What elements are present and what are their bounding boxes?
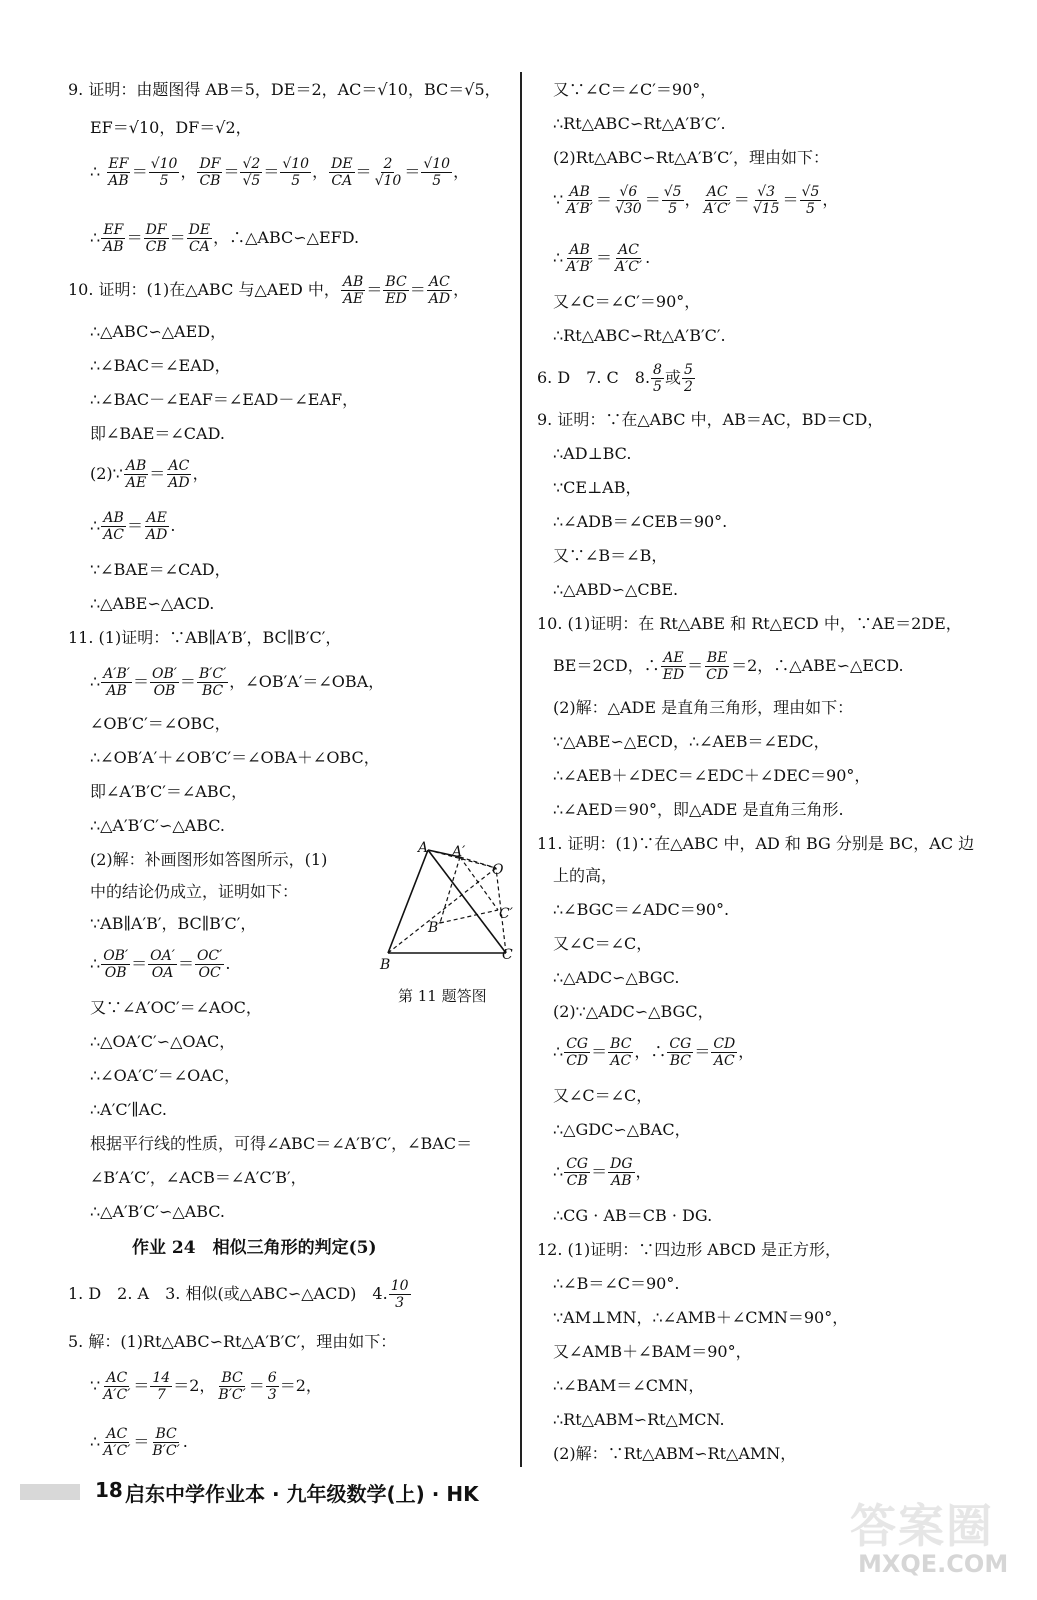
q11-part2-line6: ∴△OA′C′∽△OAC， [90, 1032, 236, 1051]
q9-line2: EF＝√10，DF＝√2， [90, 118, 252, 137]
r-q11-line1: 11. 证明：(1)∵在△ABC 中，AD 和 BG 分别是 BC，AC 边 [537, 834, 975, 853]
q11-part2-line11: ∴△A′B′C′∽△ABC. [90, 1202, 226, 1221]
watermark [840, 1490, 1020, 1590]
q11-line3: ∠OB′C′＝∠OBC， [90, 714, 231, 733]
r-q10-line3: (2)解：△ADE 是直角三角形，理由如下： [553, 698, 854, 717]
r-q11-line6: (2)∵△ADC∽△BGC， [553, 1002, 714, 1021]
answers-6-8: 6. D 7. C 8. $\frac{8}{5}$ 或 $\frac{5}{2}$ [537, 362, 693, 395]
q10-part2: (2)∵ $\frac{AB}{AE}$ ＝ $\frac{AC}{AD}$ ， [90, 458, 209, 491]
r-q12-line7: (2)解：∵Rt△ABM∽Rt△AMN， [553, 1444, 797, 1463]
book-title: 启东中学作业本 · 九年级数学(上) · HK [125, 1482, 479, 1506]
q9-ratios: ∴ $\frac{EF}{AB}$ ＝ $\frac{√10}{5}$ ， $\frac{DF}{CB}$ ＝ $\frac{√2}{√5}$ ＝ $\frac{√10}{5}$ ， $\frac{DE}{CA}$ ＝ $\frac{2}{√10}$ ＝ $\frac{√10}{5}$ ， [90, 156, 470, 189]
r-q9-line2: ∴AD⊥BC. [553, 444, 632, 463]
q10-part2-ratio: ∴ $\frac{AB}{AC}$ ＝ $\frac{AE}{AD}$ . [90, 510, 176, 543]
label-B-prime: B′ [428, 920, 442, 936]
r-q11-line11: ∴CG · AB＝CB · DG. [553, 1206, 713, 1225]
r-q11-line8: 又∠C＝∠C， [553, 1086, 653, 1105]
r-q9-line4: ∴∠ADB＝∠CEB＝90°. [553, 512, 728, 531]
r-q9-line6: ∴△ABD∽△CBE. [553, 580, 679, 599]
label-C-prime: C′ [499, 906, 513, 922]
q11-answer-figure [378, 838, 518, 978]
r-q11-line5: ∴△ADC∽△BGC. [553, 968, 680, 987]
label-C: C [502, 947, 513, 963]
r-q11-line4: 又∠C＝∠C， [553, 934, 653, 953]
q10-line3: ∴∠BAC＝∠EAD， [90, 356, 231, 375]
q10-line8: ∵∠BAE＝∠CAD， [90, 560, 231, 579]
q11-part2-ratios: ∴ $\frac{OB'}{OB}$ ＝ $\frac{OA'}{OA}$ ＝ $\frac{OC'}{OC}$ . [90, 948, 231, 981]
q5-line1: 5. 解：(1)Rt△ABC∽Rt△A′B′C′，理由如下： [68, 1332, 397, 1351]
r-q12-line3: ∵AM⊥MN，∴∠AMB＋∠CMN＝90°， [553, 1308, 849, 1327]
r-q12-line2: ∴∠B＝∠C＝90°. [553, 1274, 680, 1293]
label-B: B [380, 957, 391, 973]
r-q11-line2: 上的高， [553, 866, 618, 885]
r-q9-line5: 又∵∠B＝∠B， [553, 546, 668, 565]
q11-ratios: ∴ $\frac{A'B'}{AB}$ ＝ $\frac{OB'}{OB}$ ＝ $\frac{B'C'}{BC}$ ，∠OB′A′＝∠OBA， [90, 666, 385, 699]
r-q12-line1: 12. (1)证明：∵四边形 ABCD 是正方形， [537, 1240, 842, 1259]
r-line7: ∴Rt△ABC∽Rt△A′B′C′. [553, 326, 726, 345]
q10-line4: ∴∠BAC－∠EAF＝∠EAD－∠EAF， [90, 390, 359, 409]
r-line1: 又∵∠C＝∠C′＝90°， [553, 80, 717, 99]
r-q12-line6: ∴Rt△ABM∽Rt△MCN. [553, 1410, 725, 1429]
r-q10-line6: ∴∠AED＝90°，即△ADE 是直角三角形. [553, 800, 844, 819]
q10-line1: 10. 证明：(1)在△ABC 与△AED 中， $\frac{AB}{AE}$ ＝ $\frac{BC}{ED}$ ＝ $\frac{AC}{AD}$ ， [68, 274, 470, 307]
r-line3: (2)Rt△ABC∽Rt△A′B′C′，理由如下： [553, 148, 829, 167]
q11-part2-line2: 中的结论仍成立，证明如下： [90, 882, 299, 901]
r-ratios1: ∵ $\frac{AB}{A'B'}$ ＝ $\frac{√6}{√30}$ ＝ $\frac{√5}{5}$ ， $\frac{AC}{A'C'}$ ＝ $\frac{√3}{√15}$ ＝ $\frac{√5}{5}$ ， [553, 184, 839, 217]
r-q10-ratios: BE＝2CD，∴ $\frac{AE}{ED}$ ＝ $\frac{BE}{CD}$ ＝2，∴△ABE∽△ECD. [553, 650, 904, 683]
r-line2: ∴Rt△ABC∽Rt△A′B′C′. [553, 114, 726, 133]
q5-equal: ∴ $\frac{AC}{A'C'}$ ＝ $\frac{BC}{B'C'}$ . [90, 1426, 188, 1459]
r-q9-line3: ∵CE⊥AB， [553, 478, 642, 497]
q11-part2-line5: 又∵∠A′OC′＝∠AOC， [90, 998, 262, 1017]
r-q11-line3: ∴∠BGC＝∠ADC＝90°. [553, 900, 730, 919]
r-q11-ratio2: ∴ $\frac{CG}{CB}$ ＝ $\frac{DG}{AB}$ ， [553, 1156, 652, 1189]
q11-part2-line7: ∴∠OA′C′＝∠OAC， [90, 1066, 241, 1085]
r-q11-line9: ∴△GDC∽△BAC， [553, 1120, 691, 1139]
footer-bar [20, 1484, 80, 1500]
r-q9-line1: 9. 证明：∵在△ABC 中，AB＝AC，BD＝CD， [537, 410, 884, 429]
q11-part2-line3: ∵AB∥A′B′，BC∥B′C′， [90, 914, 257, 933]
label-O: O [492, 862, 504, 878]
segment-AB [388, 850, 428, 953]
q10-line5: 即∠BAE＝∠CAD. [90, 424, 225, 443]
q9-conclusion: ∴ $\frac{EF}{AB}$ ＝ $\frac{DF}{CB}$ ＝ $\frac{DE}{CA}$ ，∴△ABC∽△EFD. [90, 222, 360, 255]
q5-ratios: ∵ $\frac{AC}{A'C'}$ ＝ $\frac{14}{7}$ ＝2， $\frac{BC}{B'C'}$ ＝ $\frac{6}{3}$ ＝2， [90, 1370, 322, 1403]
label-A: A [418, 840, 429, 856]
r-line6: 又∠C＝∠C′＝90°， [553, 292, 701, 311]
q11-part2-line9: 根据平行线的性质，可得∠ABC＝∠A′B′C′，∠BAC＝ [90, 1134, 473, 1153]
column-divider [520, 72, 522, 1467]
watermark-logo-text: 答案圈 [850, 1499, 994, 1553]
r-q10-line5: ∴∠AEB＋∠DEC＝∠EDC＋∠DEC＝90°， [553, 766, 871, 785]
q11-part2-line8: ∴A′C′∥AC. [90, 1100, 167, 1119]
watermark-url: MXQE.COM [858, 1550, 1009, 1578]
q11-line4: ∴∠OB′A′＋∠OB′C′＝∠OBA＋∠OBC， [90, 748, 380, 767]
section-title: 作业 24 相似三角形的判定(5) [132, 1238, 377, 1258]
answers-1-4: 1. D 2. A 3. 相似(或△ABC∽△ACD) 4. $\frac{10}{3}$ [68, 1278, 409, 1311]
figure-caption: 第 11 题答图 [398, 987, 487, 1005]
page-number: 18 [95, 1478, 123, 1502]
r-q10-line4: ∵△ABE∽△ECD，∴∠AEB＝∠EDC， [553, 732, 830, 751]
q10-line9: ∴△ABE∽△ACD. [90, 594, 215, 613]
q11-line5: 即∠A′B′C′＝∠ABC， [90, 782, 248, 801]
r-q11-ratios: ∴ $\frac{CG}{CD}$ ＝ $\frac{BC}{AC}$ ，∴ $\frac{CG}{BC}$ ＝ $\frac{CD}{AC}$ ， [553, 1036, 755, 1069]
r-q12-line4: 又∠AMB＋∠BAM＝90°， [553, 1342, 752, 1361]
r-ratios2: ∴ $\frac{AB}{A'B'}$ ＝ $\frac{AC}{A'C'}$ . [553, 242, 651, 275]
label-A-prime: A′ [452, 844, 466, 860]
q10-line2: ∴△ABC∽△AED， [90, 322, 227, 341]
q11-line6: ∴△A′B′C′∽△ABC. [90, 816, 226, 835]
q11-part2-line1: (2)解：补画图形如答图所示，(1) [90, 850, 328, 869]
r-q10-line1: 10. (1)证明：在 Rt△ABE 和 Rt△ECD 中，∵AE＝2DE， [537, 614, 962, 633]
r-q12-line5: ∴∠BAM＝∠CMN， [553, 1376, 705, 1395]
q11-part2-line10: ∠B′A′C′，∠ACB＝∠A′C′B′， [90, 1168, 307, 1187]
q11-line1: 11. (1)证明：∵AB∥A′B′，BC∥B′C′， [68, 628, 342, 647]
q9-line1: 9. 证明：由题图得 AB＝5，DE＝2，AC＝√10，BC＝√5， [68, 80, 501, 99]
